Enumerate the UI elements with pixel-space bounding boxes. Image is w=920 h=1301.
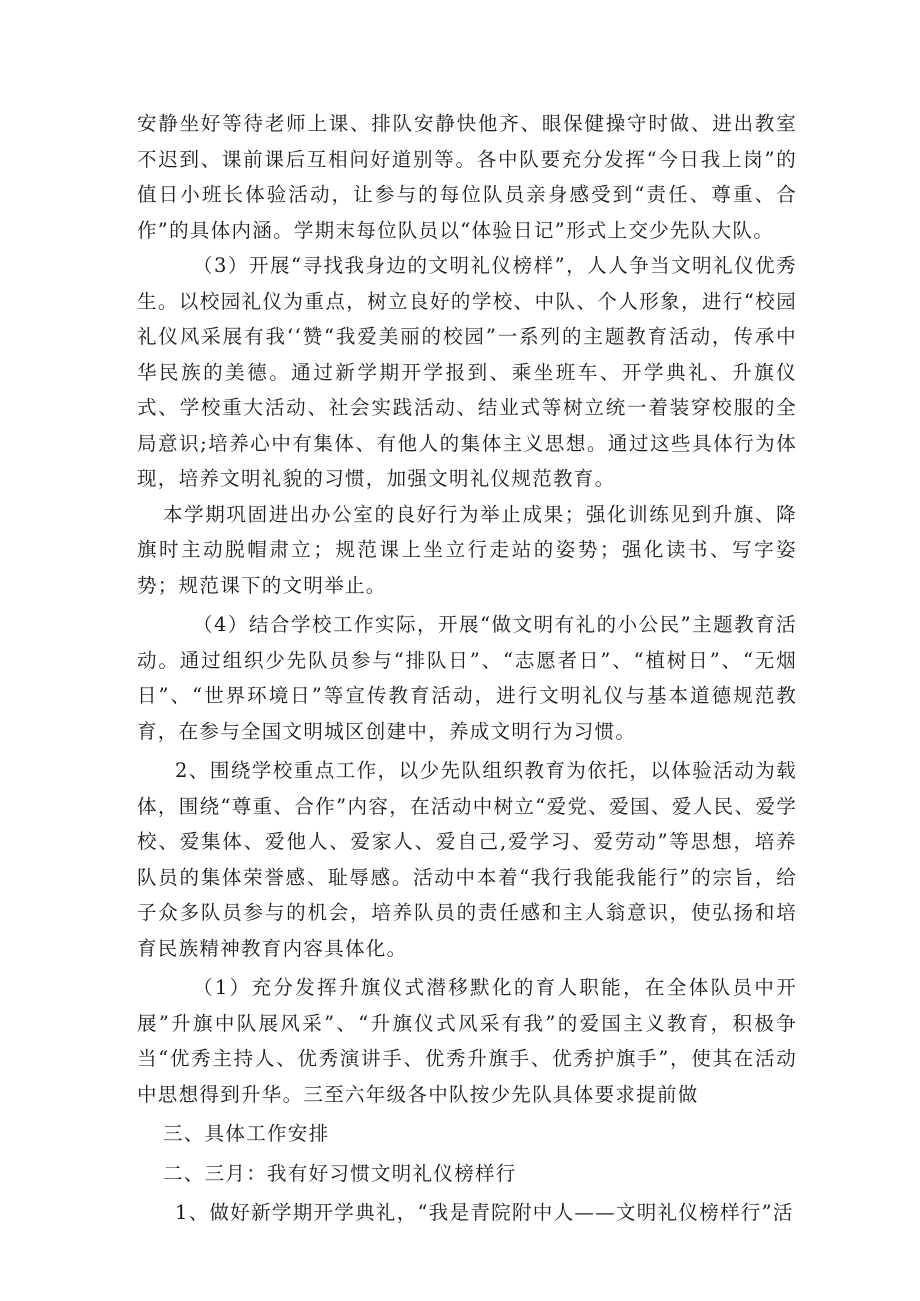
paragraph-item-3-role-models: （3）开展“寻找我身边的文明礼仪榜样”，人人争当文明礼仪优秀生。以校园礼仪为重点，树立良好的学校、中队、个人形象，进行“校园礼仪风采展有我‘‘赞“我爱美丽的校园”一系列的主题教育活动，传承中华民族的美德。通过新学期开学报到、乘坐班车、开学典礼、升旗仪式、学校重大活动、社会实践活动、结业式等树立统一着装穿校服的全局意识;培养心中有集体、有他人的集体主义思想。通过这些具体行为体现，培养文明礼貌的习惯，加强文明礼仪规范教育。	[137, 254, 797, 490]
paragraph-opening-ceremony: 1、做好新学期开学典礼，“我是青院附中人——文明礼仪榜样行”活	[175, 1201, 794, 1224]
paragraph-item-4-civic: （4）结合学校工作实际，开展“做文明有礼的小公民”主题教育活动。通过组织少先队员参与“排队日”、“志愿者日”、“植树日”、“无烟日”、“世界环境日”等宣传教育活动，进行文明礼仪与基本道德规范教育，在参与全国文明城区创建中，养成文明行为习惯。	[137, 613, 797, 743]
paragraph-daily-routine: 安静坐好等待老师上课、排队安静快他齐、眼保健操守时做、进出教室不迟到、课前课后互相问好道别等。各中队要充分发挥“今日我上岗”的值日小班长体验活动，让参与的每位队员亲身感受到“责任、尊重、合作”的具体内涵。学期末每位队员以“体验日记”形式上交少先队大队。	[137, 112, 797, 242]
paragraph-section-2: 2、围绕学校重点工作，以少先队组织教育为依托，以体验活动为载体，围绕“尊重、合作”内容，在活动中树立“爱党、爱国、爱人民、爱学校、爱集体、爱他人、爱家人、爱自己,爱学习、爱劳动”等思想，培养队员的集体荣誉感、耻辱感。活动中本着“我行我能我能行”的宗旨，给子众多队员参与的机会，培养队员的责任感和主人翁意识，使弘扬和培育民族精神教育内容具体化。	[137, 759, 797, 960]
paragraph-semester-behavior: 本学期巩固进出办公室的良好行为举止成果；强化训练见到升旗、降旗时主动脱帽肃立；规范课上坐立行走站的姿势；强化读书、写字姿势；规范课下的文明举止。	[137, 502, 797, 597]
heading-work-schedule: 三、具体工作安排	[163, 1122, 330, 1145]
document-body	[137, 106, 797, 1231]
heading-feb-march: 二、三月：我有好习惯文明礼仪榜样行	[163, 1161, 517, 1185]
paragraph-item-1-flag-ceremony: （1）充分发挥升旗仪式潜移默化的育人职能，在全体队员中开展”升旗中队展风采”、“升旗仪式风采有我”的爱国主义教育，积极争当“优秀主持人、优秀演讲手、优秀升旗手、优秀护旗手”，使其在活动中思想得到升华。三至六年级各中队按少先队具体要求提前做	[137, 976, 797, 1106]
